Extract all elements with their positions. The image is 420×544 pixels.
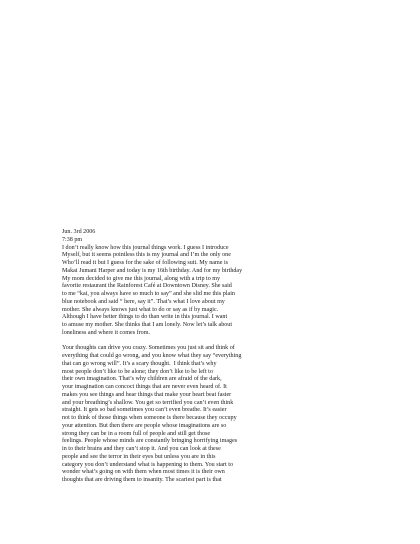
text-line: most people don’t like to be alone; they don’t like to be left to [62,368,213,375]
text-line: feelings. People whose minds are constantly bringing horrifying images [62,438,238,445]
text-line: Although I have better things to do than write in this journal. I want [62,314,228,321]
text-line: their own imagination. That’s why children are afraid of the dark, [62,376,222,383]
text-line: and your breathing’s shallow. You get so terrified you can’t even think [62,399,234,406]
text-line: makes you see things and hear things that make your heart beat faster [62,391,232,398]
entry-date: Jun. 3rd 2006 [62,229,96,235]
text-line: to amuse my mother. She thinks that I am lonely. Now let’s talk about [62,322,233,328]
text-line: Who’ll read it but I guess for the sake of following suit. My name is [62,260,229,266]
text-line: loneliness and where it comes from. [62,329,150,336]
text-line: not to think of those things when someone is there because they occupy [62,415,237,421]
text-line: Your thoughts can drive you crazy. Sometimes you just sit and think of [62,345,235,352]
text-line: straight. It gets so bad sometimes you can’t even breathe. It’s easier [62,407,227,414]
text-line: your attention. But then there are people whose imaginations are so [62,422,227,429]
text-line: favorite restaurant the Rainforest Café at Downtown Disney. She said [62,283,232,290]
text-line: wonder what’s going on with them when most times it is their own [62,469,225,476]
paragraph-1 [62,245,362,338]
text-line: mother. She always knows just what to do or say as if by magic. [62,306,219,313]
entry-time: 7:38 pm [62,236,83,243]
text-line: Myself, but it seems pointless this is my journal and I’m the only one [62,252,231,259]
text-line: My mom decided to give me this journal, along with a trip to my [62,275,221,282]
paragraph-2 [62,345,362,485]
text-line: thoughts that are driving them to insanity. The scariest part is that [62,477,222,483]
text-line: that can go wrong will”. It’s a scary thought. I think that’s why [62,360,217,367]
text-line: Makai Jumani Harper and today is my 16th birthday. And for my birthday [62,267,243,274]
text-line: blue notebook and said “ here, say it”. That’s what I love about my [62,298,225,305]
text-line: everything that could go wrong, and you know what they say “everything [62,353,242,359]
text-line: your imagination can concoct things that are never even heard of. It [62,384,227,390]
journal-entry [62,229,362,485]
text-line: I don’t really know how this journal things work. I guess I introduce [62,244,229,251]
text-line: strong they can be in a room full of people and still get those [62,430,211,437]
text-line: to me “kai, you always have so much to say” and she slid me this plain [62,291,235,297]
text-line: in to their brains and they can’t stop it. And you can look at these [62,446,221,452]
text-line: people and see the terror in their eyes but unless you are in this [62,453,216,460]
text-line: category you don’t understand what is happening to them. You start to [62,461,233,468]
